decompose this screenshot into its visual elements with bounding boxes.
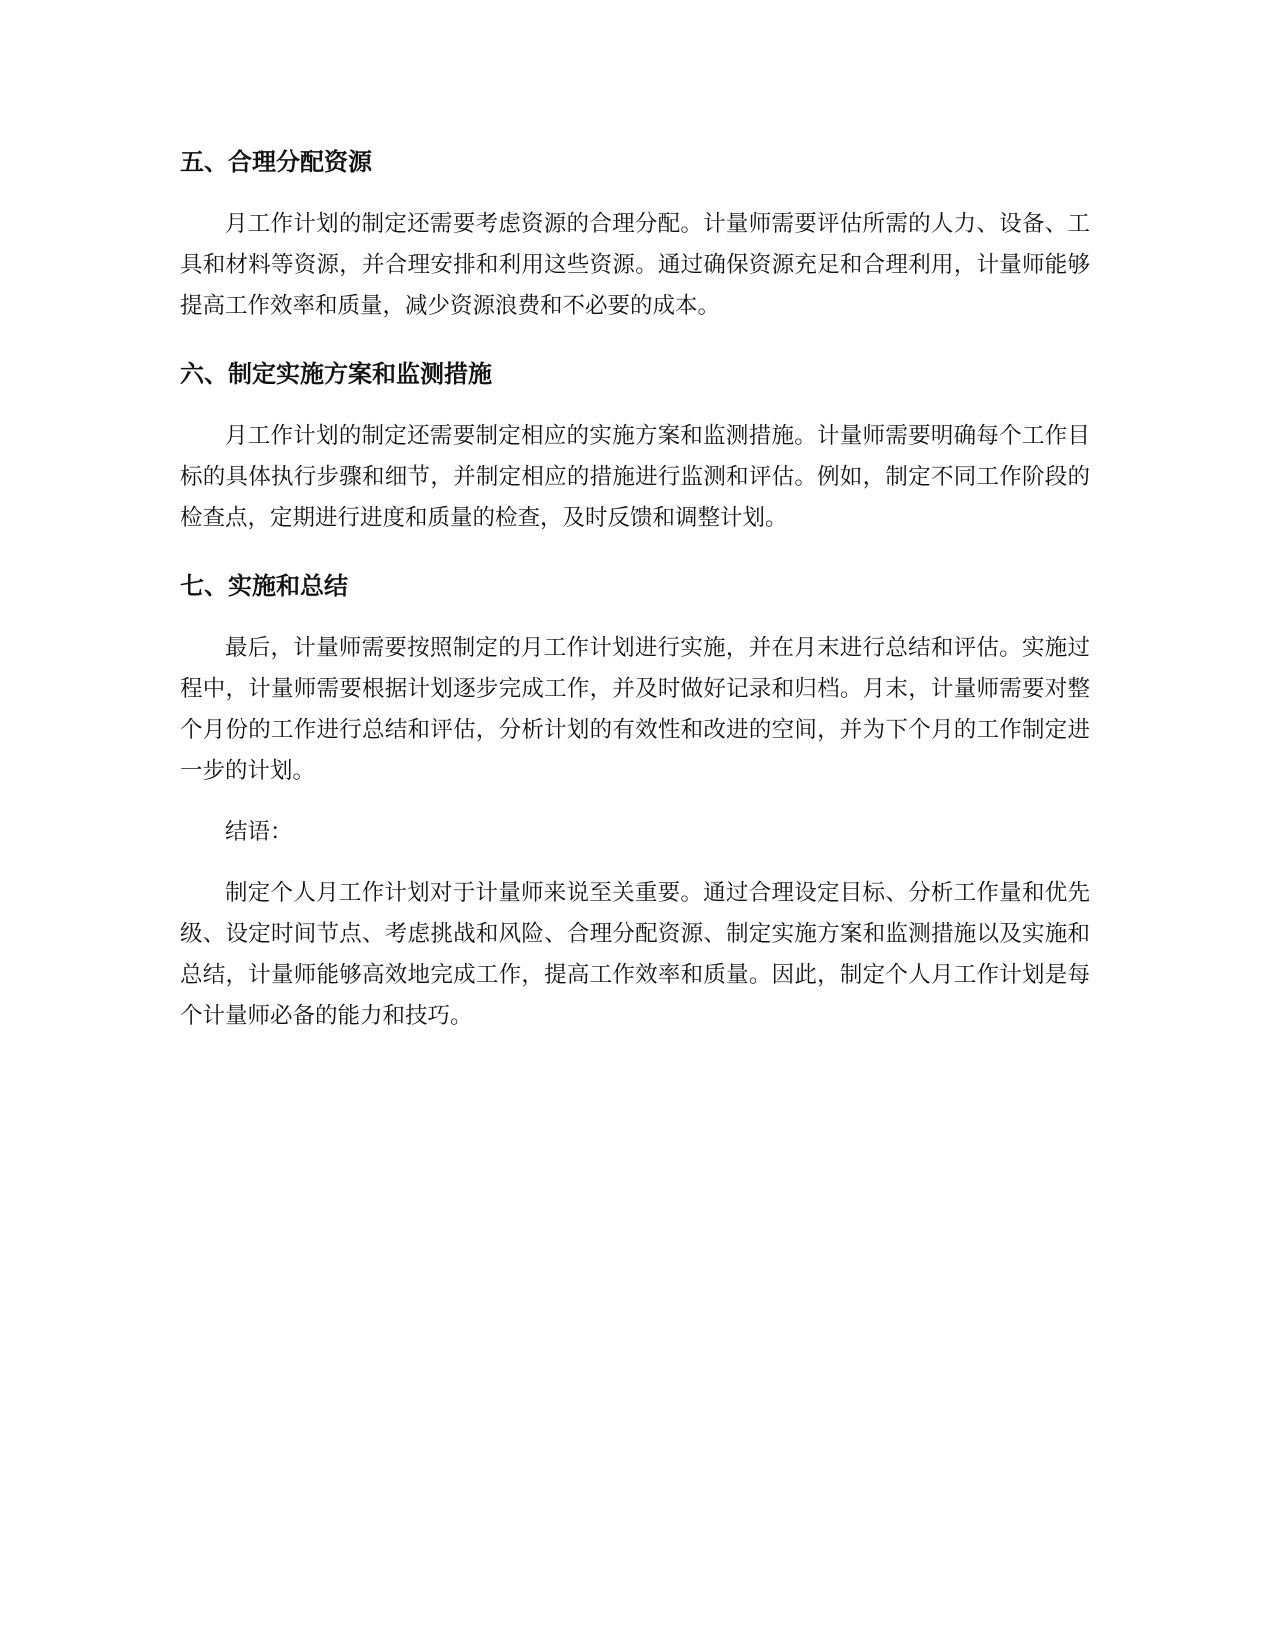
closing-label: 结语：: [225, 819, 293, 845]
section-paragraph-execution-summary: 最后，计量师需要按照制定的月工作计划进行实施，并在月末进行总结和评估。实施过程中，计量师需要根据计划逐步完成工作，并及时做好记录和归档。月末，计量师需要对整个月份的工作进行总结和评估，分析计划的有效性和改进的空间，并为下个月的工作制定进一步的计划。: [180, 635, 1090, 784]
section-heading-resources: 五、合理分配资源: [180, 148, 372, 176]
section-paragraph-resources: 月工作计划的制定还需要考虑资源的合理分配。计量师需要评估所需的人力、设备、工具和材料等资源，并合理安排和利用这些资源。通过确保资源充足和合理利用，计量师能够提高工作效率和质量，减少资源浪费和不必要的成本。: [180, 211, 1090, 319]
section-heading-implementation-plan: 六、制定实施方案和监测措施: [180, 360, 492, 388]
document-page: [180, 142, 1090, 1037]
closing-paragraph: 制定个人月工作计划对于计量师来说至关重要。通过合理设定目标、分析工作量和优先级、设定时间节点、考虑挑战和风险、合理分配资源、制定实施方案和监测措施以及实施和总结，计量师能够高效地完成工作，提高工作效率和质量。因此，制定个人月工作计划是每个计量师必备的能力和技巧。: [180, 880, 1090, 1029]
section-heading-execution-summary: 七、实施和总结: [180, 572, 348, 600]
section-paragraph-implementation-plan: 月工作计划的制定还需要制定相应的实施方案和监测措施。计量师需要明确每个工作目标的具体执行步骤和细节，并制定相应的措施进行监测和评估。例如，制定不同工作阶段的检查点，定期进行进度和质量的检查，及时反馈和调整计划。: [180, 423, 1090, 531]
